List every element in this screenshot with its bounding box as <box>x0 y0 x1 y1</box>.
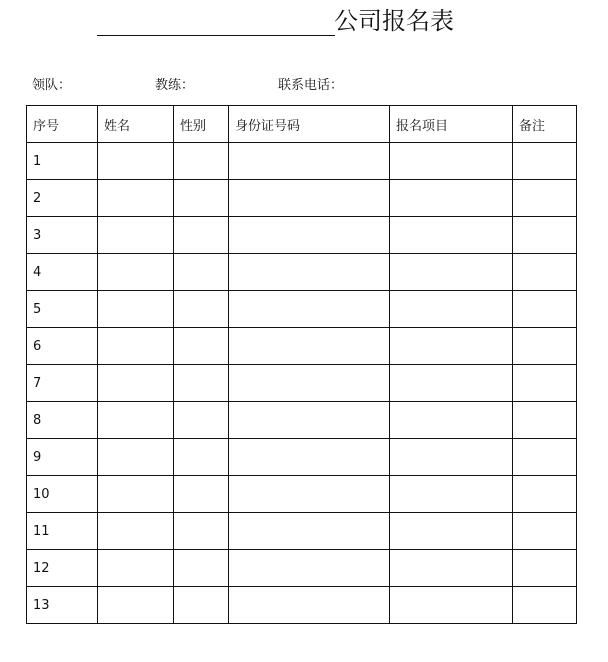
table-row <box>27 476 577 513</box>
cell-serial-number: 12 <box>27 550 98 587</box>
cell-id-number[interactable] <box>229 180 390 217</box>
cell-remarks[interactable] <box>513 513 577 550</box>
cell-remarks[interactable] <box>513 254 577 291</box>
cell-gender[interactable] <box>174 328 229 365</box>
cell-gender[interactable] <box>174 550 229 587</box>
table-row <box>27 328 577 365</box>
cell-event[interactable] <box>390 291 513 328</box>
cell-gender[interactable] <box>174 180 229 217</box>
table-row <box>27 143 577 180</box>
table-row <box>27 291 577 328</box>
cell-gender[interactable] <box>174 587 229 624</box>
cell-name[interactable] <box>98 402 174 439</box>
cell-serial-number: 4 <box>27 254 98 291</box>
header-id-number: 身份证号码 <box>229 106 390 143</box>
cell-name[interactable] <box>98 513 174 550</box>
cell-name[interactable] <box>98 254 174 291</box>
cell-event[interactable] <box>390 180 513 217</box>
cell-id-number[interactable] <box>229 328 390 365</box>
cell-serial-number: 1 <box>27 143 98 180</box>
cell-id-number[interactable] <box>229 439 390 476</box>
cell-name[interactable] <box>98 365 174 402</box>
registration-table <box>26 105 577 624</box>
cell-remarks[interactable] <box>513 328 577 365</box>
cell-name[interactable] <box>98 143 174 180</box>
table-row <box>27 180 577 217</box>
cell-id-number[interactable] <box>229 476 390 513</box>
cell-name[interactable] <box>98 476 174 513</box>
cell-remarks[interactable] <box>513 587 577 624</box>
table-header-row <box>27 106 577 143</box>
form-title: 公司报名表 <box>334 7 454 35</box>
cell-name[interactable] <box>98 328 174 365</box>
cell-gender[interactable] <box>174 365 229 402</box>
cell-event[interactable] <box>390 143 513 180</box>
header-remarks: 备注 <box>513 106 577 143</box>
cell-id-number[interactable] <box>229 587 390 624</box>
cell-id-number[interactable] <box>229 291 390 328</box>
cell-gender[interactable] <box>174 217 229 254</box>
cell-serial-number: 10 <box>27 476 98 513</box>
cell-gender[interactable] <box>174 291 229 328</box>
leader-field-label: 领队： <box>32 78 72 93</box>
table-body <box>27 143 577 624</box>
cell-remarks[interactable] <box>513 180 577 217</box>
table-row <box>27 365 577 402</box>
cell-event[interactable] <box>390 402 513 439</box>
cell-serial-number: 8 <box>27 402 98 439</box>
cell-name[interactable] <box>98 291 174 328</box>
cell-gender[interactable] <box>174 143 229 180</box>
table-row <box>27 439 577 476</box>
cell-id-number[interactable] <box>229 402 390 439</box>
cell-serial-number: 13 <box>27 587 98 624</box>
cell-event[interactable] <box>390 439 513 476</box>
cell-remarks[interactable] <box>513 365 577 402</box>
cell-gender[interactable] <box>174 513 229 550</box>
phone-field-label: 联系电话： <box>278 78 344 93</box>
header-name: 姓名 <box>98 106 174 143</box>
cell-serial-number: 3 <box>27 217 98 254</box>
cell-id-number[interactable] <box>229 143 390 180</box>
cell-serial-number: 11 <box>27 513 98 550</box>
cell-remarks[interactable] <box>513 217 577 254</box>
cell-gender[interactable] <box>174 439 229 476</box>
cell-event[interactable] <box>390 587 513 624</box>
cell-name[interactable] <box>98 180 174 217</box>
cell-gender[interactable] <box>174 476 229 513</box>
cell-event[interactable] <box>390 550 513 587</box>
header-event: 报名项目 <box>390 106 513 143</box>
company-name-blank-line[interactable] <box>97 35 335 36</box>
cell-event[interactable] <box>390 328 513 365</box>
form-title-row <box>0 0 608 50</box>
cell-id-number[interactable] <box>229 365 390 402</box>
cell-id-number[interactable] <box>229 217 390 254</box>
cell-event[interactable] <box>390 513 513 550</box>
table-row <box>27 217 577 254</box>
cell-name[interactable] <box>98 439 174 476</box>
header-serial-number: 序号 <box>27 106 98 143</box>
cell-event[interactable] <box>390 476 513 513</box>
cell-id-number[interactable] <box>229 513 390 550</box>
cell-remarks[interactable] <box>513 291 577 328</box>
cell-name[interactable] <box>98 217 174 254</box>
coach-field-label: 教练： <box>155 78 195 93</box>
table-row <box>27 550 577 587</box>
table-row <box>27 402 577 439</box>
cell-name[interactable] <box>98 550 174 587</box>
table-row <box>27 513 577 550</box>
cell-gender[interactable] <box>174 402 229 439</box>
table-row <box>27 587 577 624</box>
cell-serial-number: 9 <box>27 439 98 476</box>
cell-remarks[interactable] <box>513 550 577 587</box>
cell-remarks[interactable] <box>513 439 577 476</box>
cell-remarks[interactable] <box>513 476 577 513</box>
cell-id-number[interactable] <box>229 550 390 587</box>
cell-remarks[interactable] <box>513 402 577 439</box>
cell-name[interactable] <box>98 587 174 624</box>
cell-event[interactable] <box>390 365 513 402</box>
cell-event[interactable] <box>390 217 513 254</box>
cell-serial-number: 7 <box>27 365 98 402</box>
header-gender: 性别 <box>174 106 229 143</box>
cell-serial-number: 6 <box>27 328 98 365</box>
cell-id-number[interactable] <box>229 254 390 291</box>
cell-serial-number: 2 <box>27 180 98 217</box>
cell-gender[interactable] <box>174 254 229 291</box>
table-row <box>27 254 577 291</box>
cell-serial-number: 5 <box>27 291 98 328</box>
cell-remarks[interactable] <box>513 143 577 180</box>
cell-event[interactable] <box>390 254 513 291</box>
